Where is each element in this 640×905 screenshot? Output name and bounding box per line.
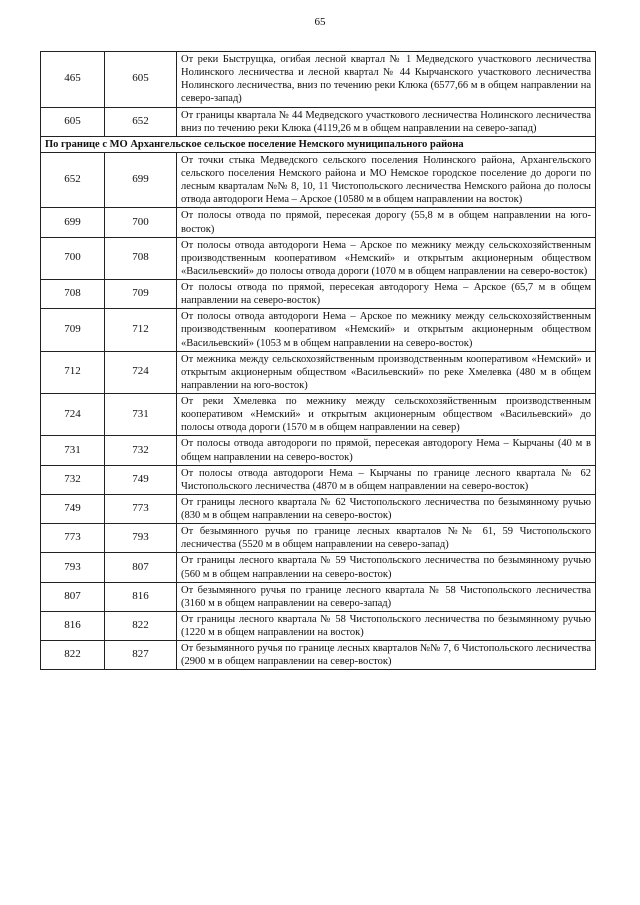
section-header-row <box>41 136 596 152</box>
section-header: По границе с МО Архангельское сельское поселение Немского муниципального района <box>41 136 596 152</box>
boundary-description: От полосы отвода по прямой, пересекая дорогу (55,8 м в общем направлении на юго-восток) <box>177 208 596 237</box>
point-to: 793 <box>105 524 177 553</box>
point-to: 700 <box>105 208 177 237</box>
point-from: 816 <box>41 611 105 640</box>
table-row <box>41 641 596 670</box>
table-row <box>41 524 596 553</box>
point-from: 807 <box>41 582 105 611</box>
point-to: 605 <box>105 52 177 108</box>
table-row <box>41 107 596 136</box>
point-to: 731 <box>105 394 177 436</box>
table-row <box>41 351 596 393</box>
point-from: 731 <box>41 436 105 465</box>
point-to: 822 <box>105 611 177 640</box>
point-from: 712 <box>41 351 105 393</box>
point-to: 732 <box>105 436 177 465</box>
boundary-description: От границы лесного квартала № 59 Чистопольского лесничества по безымянному ручью (560 м в общем направлении на северо-восток) <box>177 553 596 582</box>
boundary-table-body <box>41 52 596 670</box>
table-row <box>41 436 596 465</box>
table-row <box>41 465 596 494</box>
boundary-table <box>40 51 596 670</box>
table-row <box>41 553 596 582</box>
boundary-description: От реки Хмелевка по межнику между сельскохозяйственным производственным кооперативом «Немский» и открытым акционерным обществом «Васильевский» до полосы отвода дороги (1570 м в общем направлении на север) <box>177 394 596 436</box>
point-from: 652 <box>41 152 105 208</box>
boundary-description: От полосы отвода автодороги Нема – Кырчаны по границе лесного квартала № 62 Чистопольского лесничества (4870 м в общем направлении на северо-восток) <box>177 465 596 494</box>
boundary-description: От безымянного ручья по границе лесных кварталов №№ 7, 6 Чистопольского лесничества (2900 м в общем направлении на север-восток) <box>177 641 596 670</box>
boundary-description: От безымянного ручья по границе лесного квартала № 58 Чистопольского лесничества (3160 м в общем направлении на северо-запад) <box>177 582 596 611</box>
table-row <box>41 494 596 523</box>
boundary-description: От реки Быструщка, огибая лесной квартал № 1 Медведского участкового лесничества Нолинского лесничества и лесной квартал № 44 Кырчанского участкового лесничества Нолинского лесничества, вниз по течению реки Клюка (6577,66 м в общем направлении на северо-запад) <box>177 52 596 108</box>
point-to: 724 <box>105 351 177 393</box>
point-from: 708 <box>41 280 105 309</box>
point-to: 749 <box>105 465 177 494</box>
point-to: 712 <box>105 309 177 351</box>
table-row <box>41 582 596 611</box>
point-to: 699 <box>105 152 177 208</box>
point-from: 700 <box>41 237 105 279</box>
point-to: 708 <box>105 237 177 279</box>
point-from: 773 <box>41 524 105 553</box>
point-to: 652 <box>105 107 177 136</box>
table-row <box>41 208 596 237</box>
boundary-description: От границы лесного квартала № 58 Чистопольского лесничества по безымянному ручью (1220 м в общем направлении на восток) <box>177 611 596 640</box>
point-from: 822 <box>41 641 105 670</box>
point-from: 465 <box>41 52 105 108</box>
boundary-description: От границы лесного квартала № 62 Чистопольского лесничества по безымянному ручью (830 м в общем направлении на северо-восток) <box>177 494 596 523</box>
boundary-description: От полосы отвода автодороги Нема – Арское по межнику между сельскохозяйственным производственным кооперативом «Немский» и открытым акционерным обществом «Васильевский» до полосы отвода дороги (1070 м в общем направлении на северо-восток) <box>177 237 596 279</box>
point-to: 773 <box>105 494 177 523</box>
point-to: 807 <box>105 553 177 582</box>
boundary-description: От точки стыка Медведского сельского поселения Нолинского района, Архангельского сельского поселения Немского района и МО Немское городское поселение до дороги по лесным кварталам №№ 8, 10, 11 Чистопольского лесничества Немского района до полосы отвода автодороги Нема – Арское (10580 м в общем направлении на восток) <box>177 152 596 208</box>
table-row <box>41 394 596 436</box>
table-row <box>41 280 596 309</box>
point-from: 699 <box>41 208 105 237</box>
table-row <box>41 152 596 208</box>
point-from: 724 <box>41 394 105 436</box>
point-to: 816 <box>105 582 177 611</box>
page-number: 65 <box>314 16 326 28</box>
table-row <box>41 309 596 351</box>
point-from: 793 <box>41 553 105 582</box>
table-row <box>41 611 596 640</box>
table-row <box>41 52 596 108</box>
point-from: 709 <box>41 309 105 351</box>
boundary-description: От безымянного ручья по границе лесных кварталов №№ 61, 59 Чистопольского лесничества (5520 м в общем направлении на северо-запад) <box>177 524 596 553</box>
point-from: 605 <box>41 107 105 136</box>
point-to: 827 <box>105 641 177 670</box>
boundary-description: От полосы отвода автодороги Нема – Арское по межнику между сельскохозяйственным производственным кооперативом «Немский» и открытым акционерным обществом «Васильевский» (1053 м в общем направлении на северо-восток) <box>177 309 596 351</box>
boundary-description: От границы квартала № 44 Медведского участкового лесничества Нолинского лесничества вниз по течению реки Клюка (4119,26 м в общем направлении на северо-запад) <box>177 107 596 136</box>
table-row <box>41 237 596 279</box>
boundary-description: От полосы отвода автодороги по прямой, пересекая автодорогу Нема – Кырчаны (40 м в общем направлении на северо-восток) <box>177 436 596 465</box>
point-to: 709 <box>105 280 177 309</box>
boundary-description: От полосы отвода по прямой, пересекая автодорогу Нема – Арское (65,7 м в общем направлении на северо-восток) <box>177 280 596 309</box>
boundary-description: От межника между сельскохозяйственным производственным кооперативом «Немский» и открытым акционерным обществом «Васильевский» по реке Хмелевка (480 м в общем направлении на юго-восток) <box>177 351 596 393</box>
point-from: 749 <box>41 494 105 523</box>
point-from: 732 <box>41 465 105 494</box>
